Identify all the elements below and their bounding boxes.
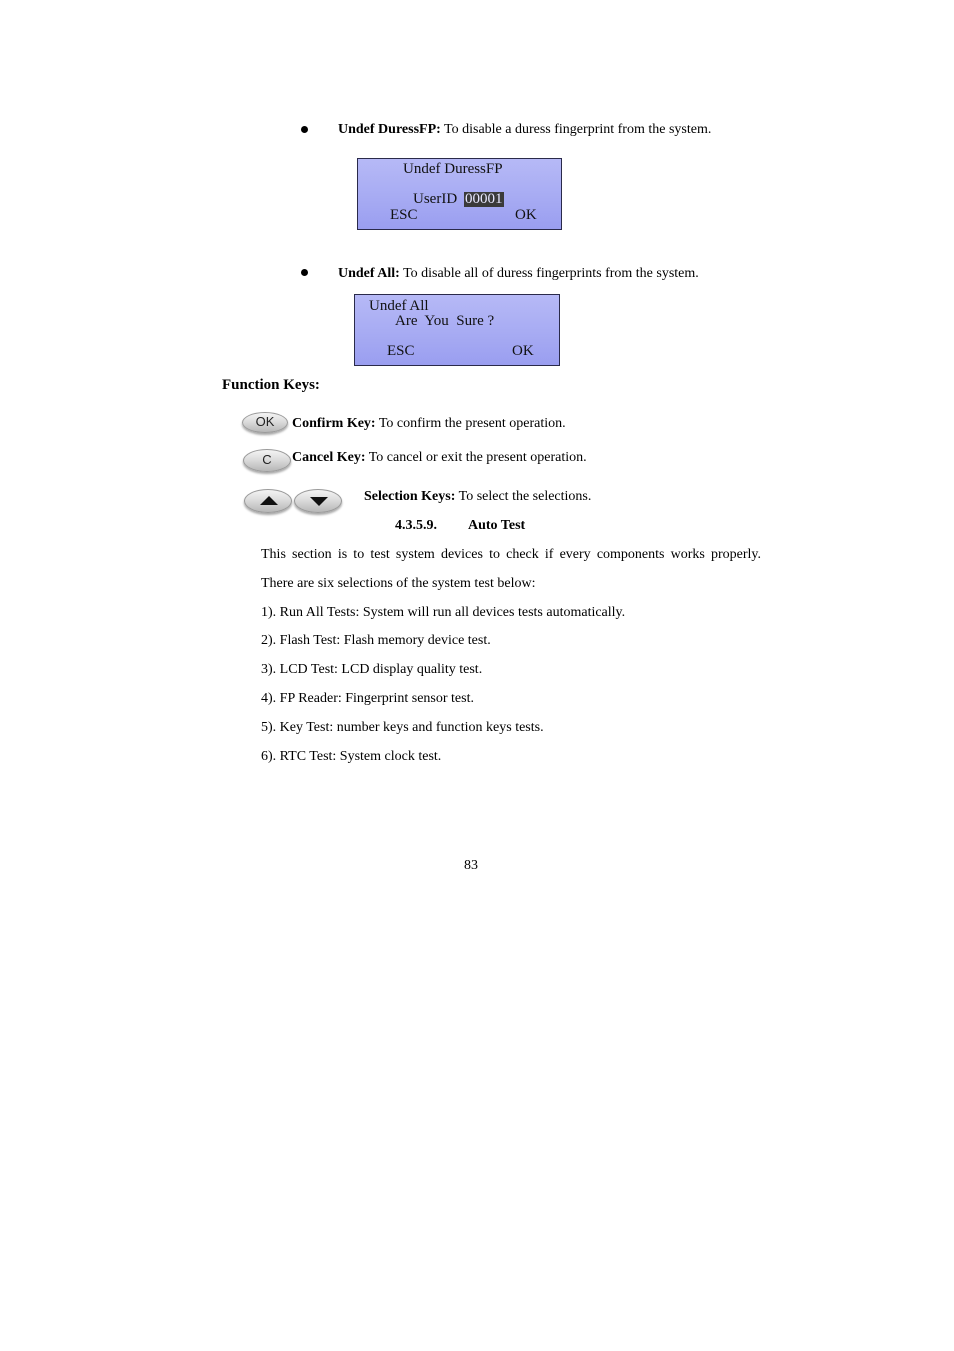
cancel-key-text: C bbox=[262, 452, 272, 467]
ok-key-text: OK bbox=[255, 414, 275, 429]
cancel-key-description bbox=[292, 450, 587, 466]
lcd-esc-label: ESC bbox=[390, 207, 418, 223]
up-arrow-key-icon bbox=[244, 489, 292, 513]
bullet-marker bbox=[301, 126, 308, 133]
lcd-question: Are You Sure ? bbox=[395, 313, 495, 329]
ok-key-icon bbox=[242, 412, 288, 433]
list-item: 6). RTC Test: System clock test. bbox=[261, 749, 442, 764]
down-arrow-key-icon bbox=[294, 489, 342, 513]
lcd-title: Undef All bbox=[369, 298, 429, 314]
cancel-key-icon bbox=[243, 449, 291, 472]
confirm-key-label: Confirm Key: bbox=[292, 416, 376, 431]
lcd-esc-label: ESC bbox=[387, 343, 415, 359]
intro-line-2: There are six selections of the system test below: bbox=[261, 576, 536, 591]
list-item: 3). LCD Test: LCD display quality test. bbox=[261, 662, 483, 677]
bullet-text: To disable a duress fingerprint from the system. bbox=[440, 122, 712, 137]
heading-text: Function Keys: bbox=[222, 377, 320, 393]
lcd-userid-value: 00001 bbox=[465, 191, 503, 207]
bullet-label: Undef All: bbox=[338, 266, 400, 281]
function-keys-heading bbox=[222, 377, 320, 394]
list-item: 4). FP Reader: Fingerprint sensor test. bbox=[261, 691, 474, 706]
lcd-ok-label: OK bbox=[515, 207, 537, 223]
cancel-key-text-desc: To cancel or exit the present operation. bbox=[365, 450, 587, 465]
lcd-title: Undef DuressFP bbox=[403, 161, 503, 177]
selection-keys-label: Selection Keys: bbox=[364, 489, 456, 504]
list-item: 2). Flash Test: Flash memory device test. bbox=[261, 633, 491, 648]
lcd-ok-label: OK bbox=[512, 343, 534, 359]
section-title: Auto Test bbox=[468, 518, 526, 533]
lcd-screen-undef-all bbox=[354, 294, 560, 366]
list-item: 1). Run All Tests: System will run all devices tests automatically. bbox=[261, 605, 626, 620]
lcd-screen-undef-duressfp bbox=[357, 158, 562, 230]
cancel-key-label: Cancel Key: bbox=[292, 450, 366, 465]
intro-line-1: This section is to test system devices to check if every components works properly. bbox=[261, 547, 761, 562]
page-number: 83 bbox=[464, 858, 478, 873]
bullet-text: To disable all of duress fingerprints from the system. bbox=[399, 266, 699, 281]
bullet-marker bbox=[301, 269, 308, 276]
lcd-userid-label: UserID bbox=[413, 191, 458, 207]
bullet-undef-all bbox=[338, 266, 699, 282]
up-arrow-icon bbox=[260, 496, 278, 505]
section-heading bbox=[395, 518, 526, 534]
selection-keys-description bbox=[364, 489, 591, 505]
confirm-key-text: To confirm the present operation. bbox=[375, 416, 566, 431]
down-arrow-icon bbox=[310, 497, 328, 506]
confirm-key-description bbox=[292, 416, 566, 432]
section-number: 4.3.5.9. bbox=[395, 518, 437, 533]
bullet-label: Undef DuressFP: bbox=[338, 122, 441, 137]
list-item: 5). Key Test: number keys and function keys tests. bbox=[261, 720, 544, 735]
selection-keys-text: To select the selections. bbox=[455, 489, 592, 504]
bullet-undef-duressfp bbox=[338, 122, 711, 138]
